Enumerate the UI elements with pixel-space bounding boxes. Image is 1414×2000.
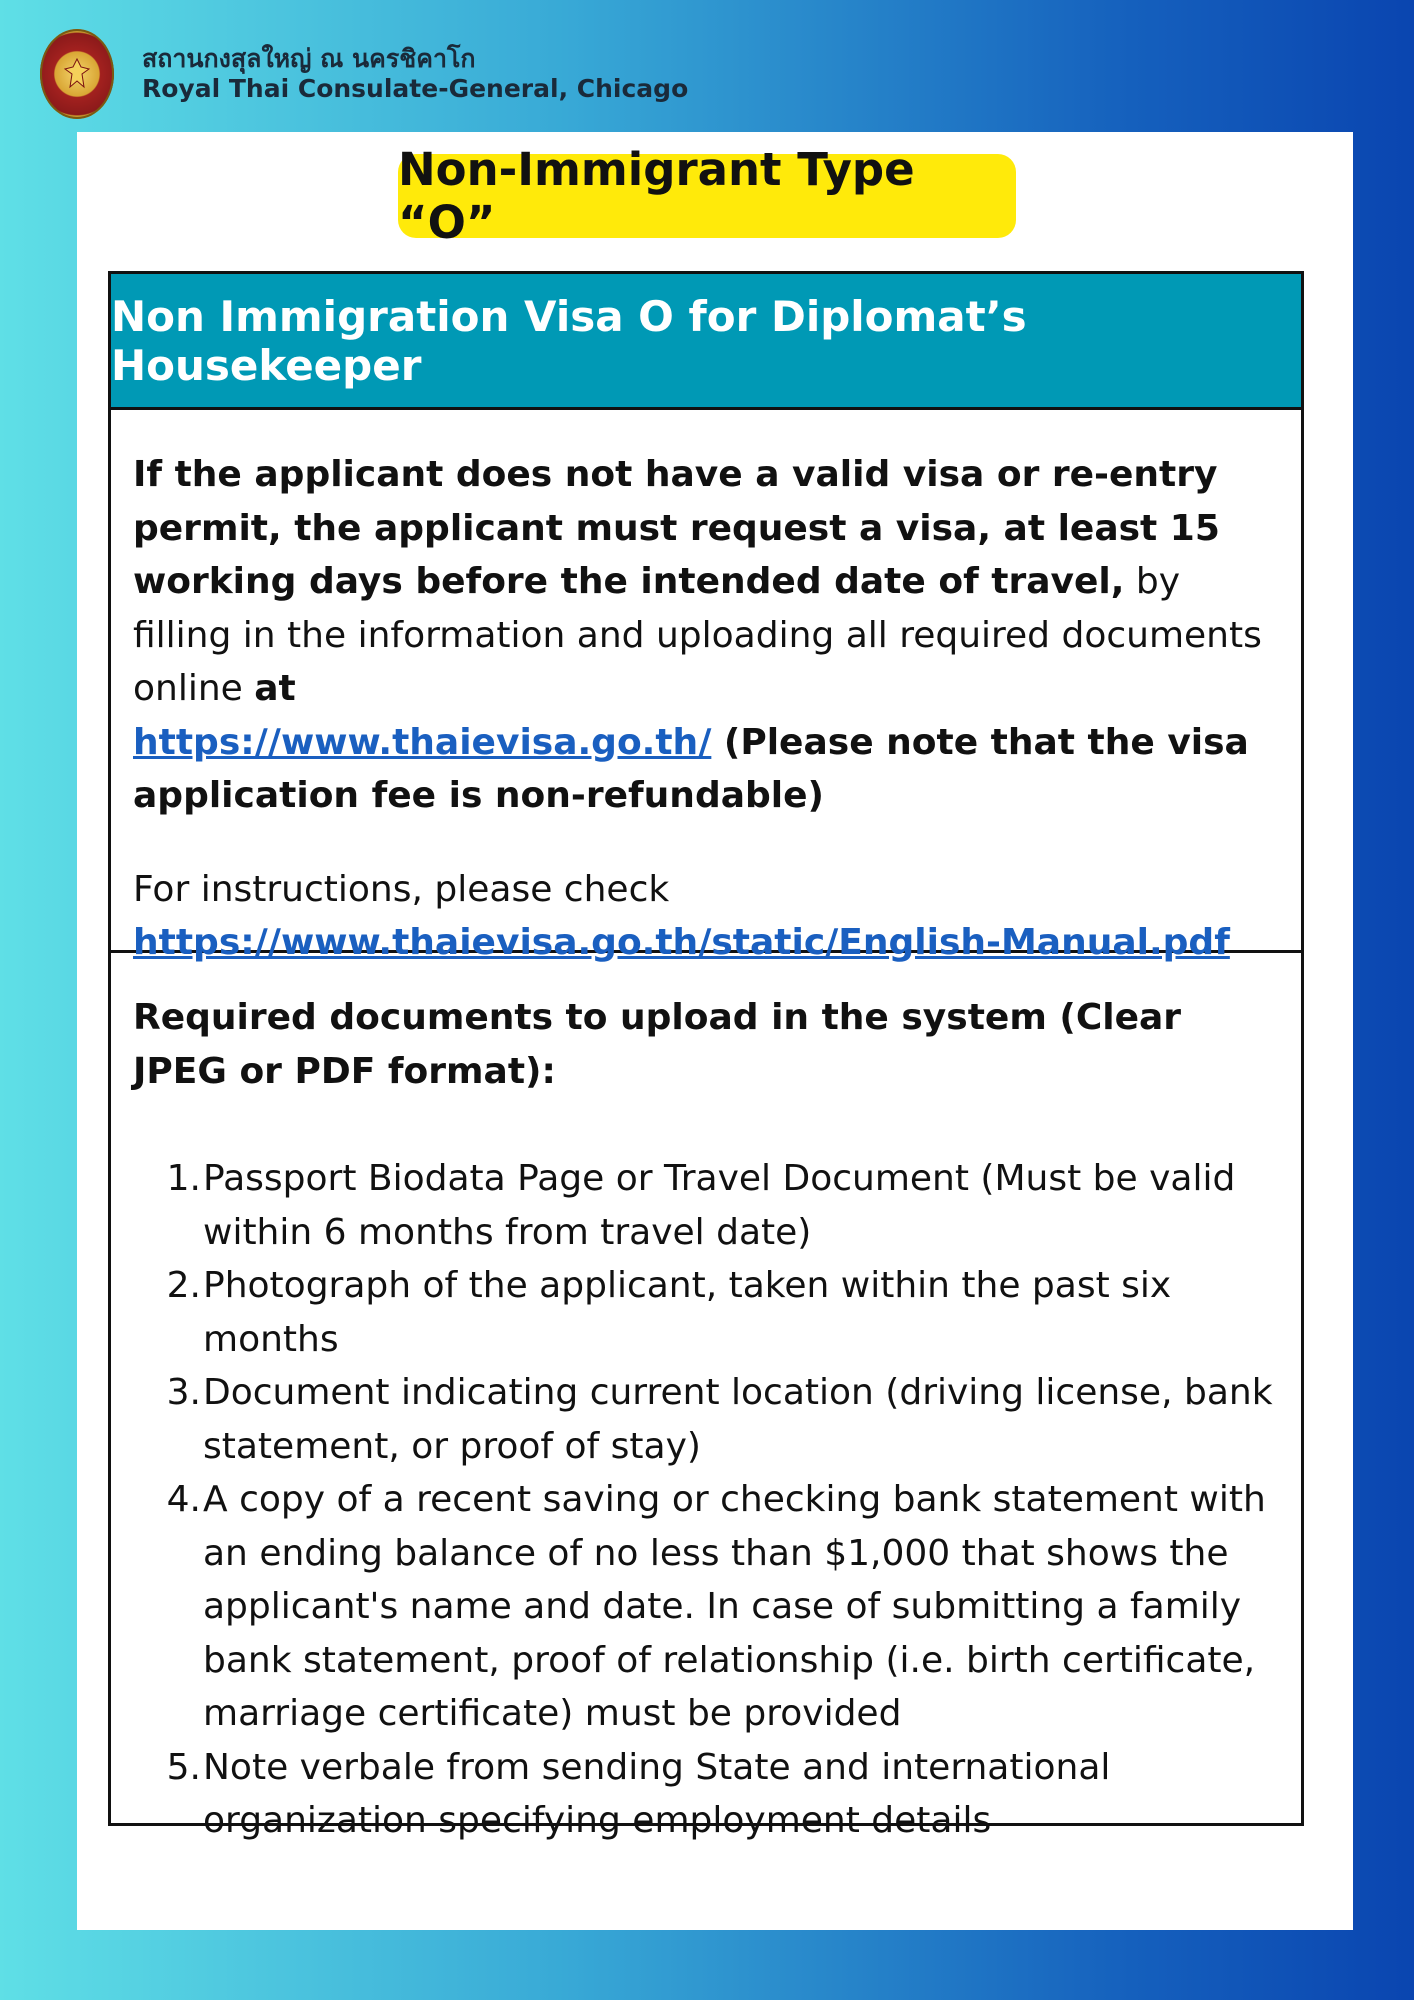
visa-heading: Non Immigration Visa O for Diplomat’s Housekeeper: [111, 274, 1301, 410]
list-item: [133, 1366, 1281, 1473]
page-title: Non-Immigrant Type “O”: [398, 154, 1016, 238]
list-item: [133, 1152, 1281, 1259]
intro-bold-text: If the applicant does not have a valid visa or re-entry permit, the applicant must request a visa, at least 15 working days before the intended date of travel,: [133, 454, 1220, 602]
list-item-number: 5.: [166, 1746, 201, 1788]
intro-at-text: at: [254, 668, 296, 709]
list-item-text: Document indicating current location (driving license, bank statement, or proof of stay): [203, 1372, 1273, 1467]
intro-paragraph: [133, 448, 1281, 823]
documents-list: [133, 1152, 1281, 1848]
garuda-seal-icon: [40, 29, 114, 119]
intro-normal-text: by filling in the information and uploading all required documents online: [133, 561, 1262, 709]
list-item-text: A copy of a recent saving or checking bank statement with an ending balance of no less than $1,000 that shows the applicant's name and date. In case of submitting a family bank statement, proof of relationship (i.e. birth certificate, marriage certificate) must be provided: [203, 1479, 1266, 1734]
manual-link[interactable]: https://www.thaievisa.go.th/static/English-Manual.pdf: [133, 922, 1230, 963]
documents-heading: Required documents to upload in the system (Clear JPEG or PDF format):: [133, 997, 1182, 1092]
fee-note: (Please note that the visa application fee is non-refundable): [133, 721, 1249, 816]
list-item-number: 4.: [166, 1479, 201, 1520]
instructions-paragraph: [133, 863, 1281, 970]
instructions-text: For instructions, please check: [133, 868, 670, 910]
organization-name-thai: สถานกงสุลใหญ่ ณ นครชิคาโก: [142, 44, 476, 73]
list-item: [133, 1259, 1281, 1366]
list-item-number: 2.: [166, 1265, 201, 1306]
document-page: [77, 132, 1353, 1930]
list-item-text: Note verbale from sending State and international organization specifying employment details: [203, 1746, 1111, 1841]
list-item-number: 3.: [166, 1372, 201, 1413]
list-item-text: Photograph of the applicant, taken within the past six months: [203, 1265, 1172, 1360]
visa-website-link[interactable]: https://www.thaievisa.go.th/: [133, 721, 712, 763]
required-documents: [111, 953, 1301, 1848]
organization-name: [142, 44, 688, 104]
application-instructions: [111, 410, 1301, 963]
list-item: [133, 1741, 1281, 1848]
list-item-text: Passport Biodata Page or Travel Document (Must be valid within 6 months from travel date): [203, 1158, 1236, 1253]
header: [40, 28, 688, 120]
organization-name-english: Royal Thai Consulate-General, Chicago: [142, 74, 689, 103]
garuda-emblem-icon: [63, 57, 91, 91]
visa-info-box: [108, 271, 1304, 1841]
list-item-number: 1.: [166, 1158, 201, 1199]
list-item: [133, 1473, 1281, 1741]
